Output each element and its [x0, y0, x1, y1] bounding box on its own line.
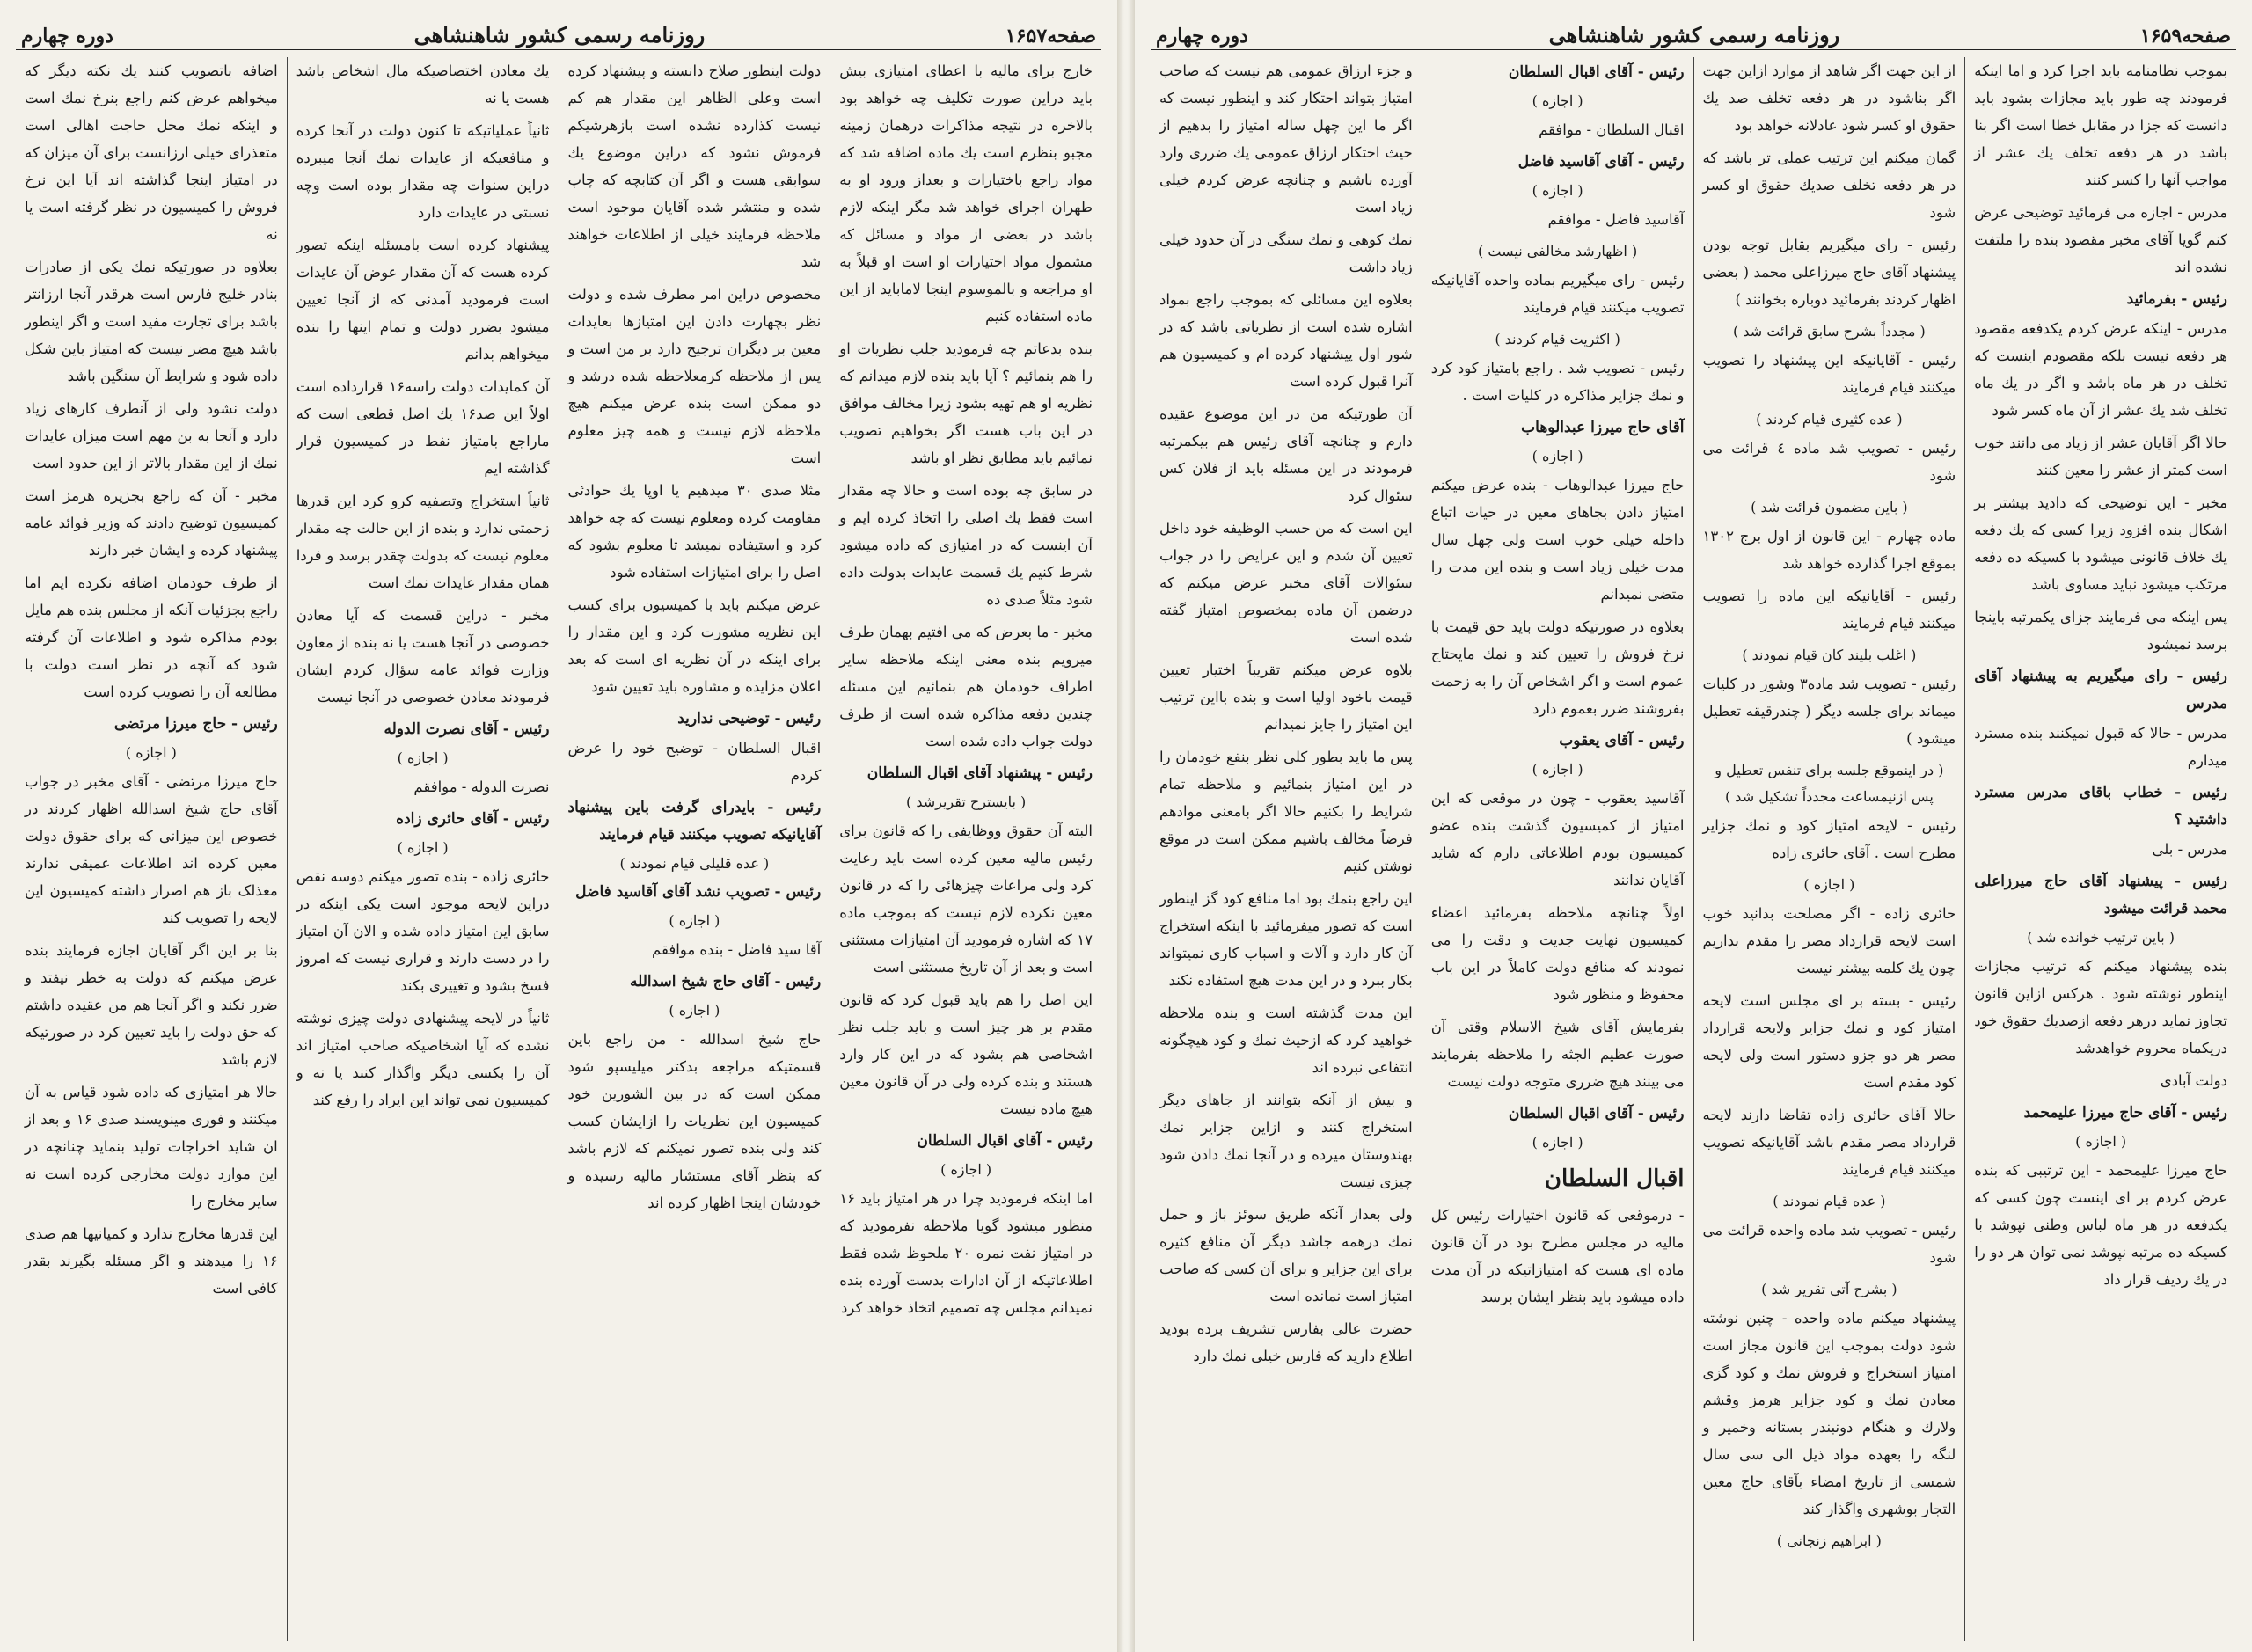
paragraph: ماده چهارم - این قانون از اول برج ۱۳۰۲ بموقع اجرا گذارده خواهد شد	[1702, 528, 1956, 572]
parenthetical-note: ( اجازه )	[1803, 876, 1855, 893]
paragraph: اما اینکه فرمودید چرا در هر امتیاز باید ۱۶ منظور میشود گویا ملاحظه نفرمودید که در امتیاز نفت نمره ۲۰ ملحوظ شده فقط اطلاعاتیکه از آن ادارات بدست آورده بنده نمیدانم مجلس چه تصمیم اتخاذ خواهد کرد	[839, 1190, 1093, 1316]
page-number: صفحه۱۶۵۹	[2139, 25, 2231, 48]
parenthetical-note: ( در اینموقع جلسه برای تنفس تعطیل و پس ازنیمساعت مجدداً تشکیل شد )	[1715, 762, 1944, 805]
paragraph: ولی بعداز آنکه طریق سوئز باز و حمل نمك درهمه جاشد دیگر آن منافع کثیره برای این جزایر و برای آن کسی که صاحب امتیاز است نمانده است	[1159, 1206, 1413, 1305]
speaker-line: رئیس - پیشنهاد آقای اقبال السلطان	[866, 764, 1093, 782]
paragraph: اقبال السلطان - موافقم	[1539, 121, 1685, 138]
paragraph: البته آن حقوق ووظایفی را که قانون برای رئیس مالیه معین کرده است باید رعایت کرد ولی مراعات چیزهائی را که در قانون معین نکرده لازم نیست که بموجب ماده ۱۷ که اشاره فرمودید آن امتیازات مستثنی است و بعد از آن تاریخ مستثنی است	[839, 822, 1093, 976]
paragraph: اولاً چنانچه ملاحظه بفرمائید اعضاء کمیسیون نهایت جدیت و دقت را می نمودند که منافع دولت کاملاً در این باب محفوظ و منظور شود	[1430, 904, 1685, 1003]
edition-label: دوره چهارم	[1156, 25, 1248, 48]
paragraph: مخبر - این توضیحی که دادید بیشتر بر اشکال بنده افزود زیرا کسی که یك دفعه یك خلاف قانونی میشود با کسیکه ده دفعه مرتکب میشود نباید مساوی باشد	[1974, 494, 2227, 593]
speaker-line: رئیس - آقای اقبال السلطان	[1508, 63, 1685, 81]
left-page-header	[16, 12, 1101, 50]
paragraph: آن طورتیکه من در این موضوع عقیده دارم و چنانچه آقای رئیس هم بیکمرتبه فرمودند در این مسئله باید از فلان کس سئوال کرد	[1159, 406, 1413, 504]
page-number: صفحه۱۶۵۷	[1005, 25, 1096, 48]
paragraph: حاج شیخ اسدالله - من راجع باین قسمتیکه مراجعه بدکتر میلیسپو شود ممکن است که در بین الشورین خود کمیسیون این نظریات را ازایشان کسب کند ولی بنده تصور نمیکنم که لازم باشد که بنظر آقای مستشار مالیه رسیده و خودشان اینجا اظهار کرده اند	[567, 1031, 822, 1211]
paragraph: آن کمایدات دولت راسه۱۶ قرارداده است اولاً این صد۱۶ یك اصل قطعی است که ماراجع بامتیاز نفط در کمیسیون قرار گذاشته ایم	[296, 378, 550, 477]
right-page-columns	[1151, 57, 2236, 1641]
paragraph: بنده پیشنهاد میکنم که ترتیب مجازات اینطور نوشته شود . هرکس ازاین قانون تجاوز نماید درهر دفعه ازصدیك حقوق خود دریکماه محروم خواهدشد	[1974, 958, 2227, 1056]
speaker-line: رئیس - بفرمائید	[2126, 290, 2227, 308]
paragraph: رئیس - تصویب شد . راجع بامتیاز کود کرد و نمك جزایر مذاکره در کلیات است .	[1430, 360, 1685, 404]
paragraph: این است که من حسب الوظیفه خود داخل تعیین آن شدم و این عرایض را در جواب سئوالات آقای مخبر عرض میکنم که درضمن آن ماده بمخصوص امتیاز گفته شده است	[1159, 520, 1413, 646]
paragraph: نمك کوهی و نمك سنگی در آن حدود خیلی زیاد داشت	[1159, 231, 1413, 275]
newspaper-title: روزنامه رسمی کشور شاهنشاهی	[1548, 22, 1840, 48]
parenthetical-note: ( اجازه )	[1532, 761, 1583, 778]
paragraph: رئیس - تصویب شد ماده۳ وشور در کلیات میماند برای جلسه دیگر ( چندرقیقه تعطیل میشود )	[1702, 676, 1956, 747]
parenthetical-note: ( عده قلیلی قیام نمودند )	[619, 855, 770, 872]
paragraph: آقاسید فاضل - موافقم	[1547, 211, 1685, 228]
speaker-line: رئیس - آقای یعقوب	[1559, 732, 1685, 749]
text-column	[1151, 57, 1422, 1641]
parenthetical-note: ( اجازه )	[1532, 92, 1583, 109]
paragraph: مخبر - آن که راجع بجزیره هرمز است کمیسیون توضیح دادند که وزیر فوائد عامه پیشنهاد کرده و ایشان خبر دارند	[25, 487, 278, 559]
speaker-line: رئیس - رای میگیریم به پیشنهاد آقای مدرس	[1974, 668, 2227, 713]
parenthetical-note: ( اجازه )	[1532, 1134, 1583, 1151]
speaker-line: رئیس - آقای اقبال السلطان	[917, 1132, 1093, 1150]
parenthetical-note: ( اجازه )	[669, 912, 720, 929]
speaker-line: رئیس - آقای آقاسید فاضل	[1517, 153, 1685, 171]
paragraph: رئیس - بسته بر ای مجلس است لایحه امتیاز کود و نمك جزایر ولایحه قرارداد مصر هر دو جزو دستور است ولی لایحه کود مقدم است	[1702, 992, 1956, 1091]
paragraph: اقبال السلطان - توضیح خود را عرض کردم	[567, 740, 822, 784]
paragraph: بموجب نظامنامه باید اجرا کرد و اما اینکه فرمودند چه طور باید مجازات بشود باید دانست که جزا در مقابل خطا است اگر بنا باشد در هر دفعه تخلف یك عشر از مواجب آنها را کسر کنند	[1974, 62, 2227, 188]
paragraph: مخبر - ما بعرض که می افتیم بهمان طرف میرویم بنده معنی اینکه ملاحظه سایر اطراف خودمان هم بنمائیم این مسئله چندین دفعه مذاکره شده است از طرف دولت جواب داده شده است	[839, 624, 1093, 749]
parenthetical-note: ( اجازه )	[940, 1161, 992, 1178]
paragraph: مثلا صدی ۳۰ میدهیم یا اوپا یك حوادثی مقاومت کرده ومعلوم نیست که چه خواهد کرد و استیفاده نمیشد تا معلوم بشود که اصل را برای امتیازات استفاده شود	[567, 482, 822, 581]
speaker-heading: اقبال السلطان	[1544, 1166, 1685, 1192]
parenthetical-note: ( اغلب بلیند کان قیام نمودند )	[1742, 647, 1917, 663]
paragraph: ثانیاً استخراج وتصفیه کرو کرد این قدرها زحمتی ندارد و بنده از این حالت چه مقدار معلوم نیست که بدولت چقدر برسد و فردا همان مقدار عایدات نمك است	[296, 493, 550, 591]
paragraph: حائری زاده - بنده تصور میکنم دوسه نقص دراین لایحه موجود است یکی اینکه در سابق این امتیاز داده شده و الان آن امتیاز را در دست دارند و قراری نیست که امروز فسخ بشود و تغییری بکند	[296, 868, 550, 994]
text-column	[287, 57, 559, 1641]
parenthetical-note: ( عده کثیری قیام کردند )	[1756, 411, 1903, 428]
speaker-line: رئیس - توضیحی ندارید	[677, 710, 822, 727]
paragraph: پیشنهاد میکنم ماده واحده - چنین نوشته شود دولت بموجب این قانون مجاز است امتیاز استخراج و فروش نمك و کود گزی معادن نمك و کود جزایر هرمز وقشم ولارك و هنگام دونبندر بستانه وخمیر و لنگه را بعهده مواد ذیل الی سی سال شمسی از تاریخ امضاء بآقای حاج معین التجار بوشهری واگذار کند	[1702, 1310, 1956, 1517]
paragraph: از این جهت اگر شاهد از موارد ازاین جهت اگر بناشود در هر دفعه تخلف صد یك حقوق او کسر شود عادلانه خواهد بود	[1702, 62, 1956, 134]
speaker-line: رئیس - آقای حائری زاده	[396, 810, 550, 828]
paragraph: رئیس - رای میگیریم بقابل توجه بودن پیشنهاد آقای حاج میرزاعلی محمد ( بعضی اظهار کردند بفرمائید دوباره بخوانند )	[1702, 237, 1956, 308]
paragraph: مخبر - دراین قسمت که آیا معادن خصوصی در آنجا هست یا نه بنده از معاون وزارت فوائد عامه سؤال کردم ایشان فرمودند معادن خصوصی در آنجا نیست	[296, 607, 550, 705]
paragraph: این اصل را هم باید قبول کرد که قانون مقدم بر هر چیز است و باید جلب نظر اشخاصی هم بشود که در این کار وارد هستند و بنده کرده ولی در آن قانون معین هیچ ماده نیست	[839, 991, 1093, 1117]
paragraph: در سابق چه بوده است و حالا چه مقدار است فقط یك اصلی را اتخاذ کرده ایم و آن اینست که در امتیازی که داده میشود شرط کنیم یك قسمت عایدات بدولت داده شود مثلاً صدی ده	[839, 482, 1093, 608]
parenthetical-note: ( اظهارشد مخالفی نیست )	[1478, 243, 1638, 259]
paragraph: این مدت گذشته است و بنده ملاحظه خواهید کرد که ازحیث نمك و کود هیچگونه انتفاعی نبرده اند	[1159, 1005, 1413, 1076]
paragraph: این قدرها مخارج ندارد و کمیانیها هم صدی ۱۶ را میدهند و اگر مسئله بگیرند بقدر کافی است	[25, 1225, 278, 1297]
paragraph: آقاسید یعقوب - چون در موقعی که این امتیاز از کمیسیون گذشت بنده عضو کمیسیون بودم اطلاعاتی دارم که شاید آقایان ندانند	[1430, 790, 1685, 888]
paragraph: حاج میرزا علیمحمد - این ترتیبی که بنده عرض کردم بر ای اینست چون کسی که یکدفعه در هر ماه لباس وطنی نپوشد با کسیکه ده مرتبه نپوشد نمی توان هر دو را در یك ردیف قرار داد	[1974, 1162, 2227, 1288]
speaker-line: رئیس - بایدرای گرفت باین پیشنهاد آقایانیکه تصویب میکنند قیام فرمایند	[567, 799, 822, 844]
paragraph: رئیس - تصویب شد ماده ٤ قرائت می شود	[1702, 440, 1956, 484]
speaker-line: رئیس - آقای نصرت الدوله	[384, 720, 550, 738]
parenthetical-note: ( اجازه )	[397, 839, 449, 856]
paragraph: پس ما باید بطور کلی نظر بنفع خودمان را در این امتیاز بنمائیم و ملاحظه تمام شرایط را بکنیم حالا اگر بامعنی موادهم فرضاً مخالف باشیم ممکن است در موقع نوشتن کنیم	[1159, 749, 1413, 874]
paragraph: حالا آقای حائری زاده تقاضا دارند لایحه قرارداد مصر مقدم باشد آقایانیکه تصویب میکنند قیام فرمایند	[1702, 1107, 1956, 1178]
parenthetical-note: ( باین ترتیب خوانده شد )	[2027, 929, 2175, 946]
parenthetical-note: ( اجازه )	[2075, 1133, 2127, 1150]
paragraph: ثانیاً عملیاتیکه تا کنون دولت در آنجا کرده و منافعیکه از عایدات نمك آنجا میبرده دراین سنوات چه مقدار بوده است وچه نسبتی در عایدات دارد	[296, 122, 550, 221]
paragraph: رئیس - آقایانیکه این پیشنهاد را تصویب میکنند قیام فرمایند	[1702, 352, 1956, 396]
paragraph: بعلاوه در صورتیکه دولت باید حق قیمت با نرخ فروش را تعیین کند و نمك مایحتاج عموم است و اگر اشخاص آن را به زحمت بفروشند ضرر بعموم دارد	[1430, 618, 1685, 717]
parenthetical-note: ( باین مضمون قرائت شد )	[1751, 499, 1908, 515]
paragraph: دولت اینطور صلاح دانسته و پیشنهاد کرده است وعلی الظاهر این مقدار هم کم نیست کذارده نشده است بازهرشیکم فرموش نشود که دراین موضوع یك سوابقی هست و اگر آن کتابچه که چاپ شده و منتشر شده آقایان موجود است ملاحظه فرمایند خیلی از اطلاعات خواهند شد	[567, 62, 822, 270]
paragraph: مخصوص دراین امر مطرف شده و دولت نظر بچهارت دادن این امتیازها بعایدات معین بر دیگران ترجیح دارد بر من است و پس از ملاحظه کرمعلاحظه شده درشد و دو ممکن است بنده عرض میکنم هیچ ملاحظه لازم نیست و همه چیز معلوم است	[567, 286, 822, 466]
speaker-line: رئیس - آقای حاج شیخ اسدالله	[629, 973, 822, 990]
right-page	[1135, 0, 2252, 1652]
paragraph: بعلاوه در صورتیکه نمك یکی از صادرات بنادر خلیج فارس است هرقدر آنجا ارزانتر باشد برای تجارت مفید است و اگر اینطور باشد هیچ مضر نیست که امتیاز باین شکل داده شود و شرایط آن سنگین باشد	[25, 259, 278, 384]
paragraph: رئیس - تصویب شد ماده واحده قرائت می شود	[1702, 1222, 1956, 1266]
speaker-line: رئیس - تصویب نشد آقای آقاسید فاضل	[575, 883, 822, 901]
paragraph: مدرس - اینکه عرض کردم یکدفعه مقصود هر دفعه نیست بلکه مقصودم اینست که تخلف در هر ماه باشد و اگر در یك ماه تخلف شد یك عشر از آن ماه کسر شود	[1974, 320, 2227, 419]
speaker-line: رئیس - پیشنهاد آقای حاج میرزاعلی محمد قرائت میشود	[1974, 873, 2227, 917]
paragraph: دولت آبادی	[2160, 1072, 2227, 1089]
speaker-line: رئیس - آقای اقبال السلطان	[1508, 1105, 1685, 1122]
speaker-line: آقای حاج میرزا عبدالوهاب	[1521, 419, 1685, 436]
edition-label: دوره چهارم	[21, 25, 113, 48]
parenthetical-note: ( اجازه )	[397, 749, 449, 766]
paragraph: این راجع بنمك بود اما منافع کود گز اینطور است که تصور میفرمائید با اینکه استخراج آن کار دارد و آلات و اسباب کاری نمیتواند بکار ببرد و در این مدت هیچ استفاده نکند	[1159, 890, 1413, 989]
paragraph: یك معادن اختصاصیکه مال اشخاص باشد هست یا نه	[296, 62, 550, 106]
paragraph: رئیس - آقایانیکه این ماده را تصویب میکنند قیام فرمایند	[1702, 588, 1956, 632]
paragraph: مدرس - اجازه می فرمائید توضیحی عرض کنم گویا آقای مخبر مقصود بنده را ملتفت نشده اند	[1974, 204, 2227, 275]
text-column	[16, 57, 287, 1641]
paragraph: رئیس - لایحه امتیاز کود و نمك جزایر مطرح است . آقای حائری زاده	[1702, 817, 1956, 861]
parenthetical-note: ( بایسترح تقریرشد )	[906, 793, 1027, 810]
paragraph: - درموقعی که قانون اختیارات رئیس کل مالیه در مجلس مطرح بود در آن قانون ماده ای هست که امتیازاتیکه در آن مدت داده میشود باید بنظر ایشان برسد	[1430, 1207, 1685, 1305]
parenthetical-note: ( اجازه )	[125, 744, 177, 761]
paragraph: حاج میرزا عبدالوهاب - بنده عرض میکنم امتیاز دادن بجاهای معین در حیات اتباع داخله خیلی خوب است ولی چهل سال مدت خیلی زیاد است و بنده این مدت را متضی نمیدانم	[1430, 477, 1685, 603]
text-column	[559, 57, 830, 1641]
paragraph: حالا اگر آقایان عشر از زیاد می دانند خوب است کمتر از عشر را معین کنند	[1974, 435, 2227, 479]
signature: ( ابراهیم زنجانی )	[1776, 1532, 1882, 1549]
paragraph: مدرس - بلی	[2152, 841, 2227, 858]
speaker-line: رئیس - حاج میرزا مرتضی	[113, 715, 278, 733]
paragraph: اضافه باتصویب کنند یك نکته دیگر که میخواهم عرض کنم راجع بنرخ نمك است و اینکه نمك محل حاجت اهالی است متعذرای خیلی ارزانست برای آن میزان که در امتیاز اینجا گذاشته اند آیا این نرخ فروش را کمیسیون در نظر گرفته است یا نه	[25, 62, 278, 243]
paragraph: بفرمایش آقای شیخ الاسلام وقتی آن صورت عظیم الجثه را ملاحظه بفرمایند می بینند هیچ ضرری متوجه دولت نیست	[1430, 1019, 1685, 1090]
paragraph: حائری زاده - اگر مصلحت بدانید خوب است لایحه قرارداد مصر را مقدم بداریم چون یك کلمه بیشتر نیست	[1702, 905, 1956, 976]
paragraph: و بیش از آنکه بتوانند از جاهای دیگر استخراج کنند و ازاین جزایر نمك بهندوستان میرده و در آنجا نمك دادن شود چیزی نیست	[1159, 1092, 1413, 1190]
paragraph: خارج برای مالیه با اعطای امتیازی بیش باید دراین صورت تکلیف چه خواهد بود بالاخره در نتیجه مذاکرات درهمان زمینه مجبو بنظرم است یك ماده اضافه شد که مواد راجع باختیارات و بعداز ورود او به طهران اجرای خواهد شد مگر اینکه لازم باشد در بعضی از مواد و مسائل که مشمول مواد اختیارات او است او قبلاً به او مراجعه و بالموسوم اینجا لاماباید از این ماده استفاده کنیم	[839, 62, 1093, 325]
parenthetical-note: ( عده قیام نمودند )	[1773, 1193, 1886, 1210]
parenthetical-note: ( اجازه )	[669, 1002, 720, 1019]
paragraph: حالا هر امتیازی که داده شود قیاس به آن میکنند و فوری مینویسند صدی ۱۶ و بعد از ان شاید اخراجات تولید بنماید چنانچه در این موارد دولت مخارجی کرده است نه سایر مخارج را	[25, 1084, 278, 1210]
speaker-line: رئیس - آقای حاج میرزا علیمحمد	[2023, 1104, 2227, 1122]
paragraph: مدرس - حالا که قبول نمیکنند بنده مسترد میدارم	[1974, 725, 2227, 769]
paragraph: و جزء ارزاق عمومی هم نیست که صاحب امتیاز بتواند احتکار کند و اینطور نیست که اگر ما این چهل ساله امتیاز را بدهیم از حیث احتکار ارزاق عمومی یك ضرری وارد آورده باشیم و چنانچه عرض کردم خیلی زیاد است	[1159, 62, 1413, 216]
parenthetical-note: ( بشرح آتی تقریر شد )	[1761, 1281, 1897, 1297]
paragraph: دولت نشود ولی از آنطرف کارهای زیاد دارد و آنجا به بن مهم است میزان عایدات نمك از این مقدار بالاتر از این حدود است	[25, 400, 278, 471]
left-page-columns	[16, 57, 1101, 1641]
text-column	[1964, 57, 2236, 1641]
paragraph: گمان میکنم این ترتیب عملی تر باشد که در هر دفعه تخلف صدیك حقوق او کسر شود	[1702, 150, 1956, 221]
paragraph: ثانیاً در لایحه پیشنهادی دولت چیزی نوشته نشده که آیا اشخاصیکه صاحب امتیاز اند آن را بکسی دیگر واگذار کنند یا نه و کمیسیون نمی تواند این ایراد را رفع کند	[296, 1010, 550, 1108]
parenthetical-note: ( اکثریت قیام کردند )	[1495, 331, 1620, 347]
parenthetical-note: ( مجدداً بشرح سابق قرائت شد )	[1733, 323, 1926, 340]
text-column	[1693, 57, 1965, 1641]
paragraph: آقا سید فاضل - بنده موافقم	[652, 941, 822, 958]
paragraph: بنده بدعاتم چه فرمودید جلب نظریات او را هم بنمائیم ؟ آیا باید بنده لازم میدانم که نظریه او هم تهیه بشود زیرا مخالف موافق در این باب هست اگر بخواهیم تصویب نمائیم باید مطابق نظر او باشد	[839, 340, 1093, 466]
right-page-header	[1151, 12, 2236, 50]
paragraph: پیشنهاد کرده است بامسئله اینکه تصور کرده هست که آن مقدار عوض آن عایدات است فرمودید آمدنی که از آنجا تعیین میشود بضرر دولت و تمام اینها را بنده میخواهم بدانم	[296, 237, 550, 362]
newspaper-title: روزنامه رسمی کشور شاهنشاهی	[413, 22, 706, 48]
paragraph: پس اینکه می فرمایند جزای یکمرتبه باینجا برسد نمیشود	[1974, 609, 2227, 653]
paragraph: رئیس - رای میگیریم بماده واحده آقایانیکه تصویب میکنند قیام فرمایند	[1430, 272, 1685, 316]
text-column	[1422, 57, 1693, 1641]
paragraph: عرض میکنم باید با کمیسیون برای کسب این نظریه مشورت کرد و این مقدار را برای اینکه در آن نظریه ای است که بعد اعلان مزایده و مشاوره باید تعیین شود	[567, 596, 822, 695]
speaker-line: رئیس - خطاب باقای مدرس مسترد داشتید ؟	[1974, 784, 2227, 829]
parenthetical-note: ( اجازه )	[1532, 182, 1583, 199]
paragraph: بلاوه عرض میکنم تقریباً اختیار تعیین قیمت باخود اولیا است و بنده بااین ترتیب این امتیاز را جایز نمیدانم	[1159, 662, 1413, 733]
paragraph: از طرف خودمان اضافه نکرده ایم اما راجع بجزئیات آنکه از مجلس بنده هم مایل بودم مذاکره شود و اطلاعات آن گرفته شود که آنچه در نظر است دولت با مطالعه آن را تصویب کرده است	[25, 574, 278, 700]
paragraph: حضرت عالی بفارس تشریف برده بودید اطلاع دارید که فارس خیلی نمك دارد	[1159, 1320, 1413, 1364]
paragraph: بنا بر این اگر آقایان اجازه فرمایند بنده عرض میکنم که دولت به خطر نیفتد و ضرر نکند و اگر آنجا هم من عقیده داشتم که حق دولت را باید تعیین کرد در صورتیکه لازم باشد	[25, 942, 278, 1068]
parenthetical-note: ( اجازه )	[1532, 448, 1583, 464]
page-gutter	[1117, 0, 1135, 1652]
left-page	[0, 0, 1117, 1652]
paragraph: بعلاوه این مسائلی که بموجب راجع بمواد اشاره شده است از نظریاتی باشد که در شور اول پیشنهاد کرده ام و کمیسیون هم آنرا قبول کرده است	[1159, 291, 1413, 390]
paragraph: نصرت الدوله - موافقم	[413, 778, 550, 795]
text-column	[830, 57, 1101, 1641]
paragraph: حاج میرزا مرتضی - آقای مخبر در جواب آقای حاج شیخ اسدالله اظهار کردند در خصوص این میزانی که برای حقوق دولت معین کرده اند اطلاعات عمیقی ندارند معذلک باز هم اصرار داشته کمیسیون این لایحه را تصویب کند	[25, 773, 278, 926]
